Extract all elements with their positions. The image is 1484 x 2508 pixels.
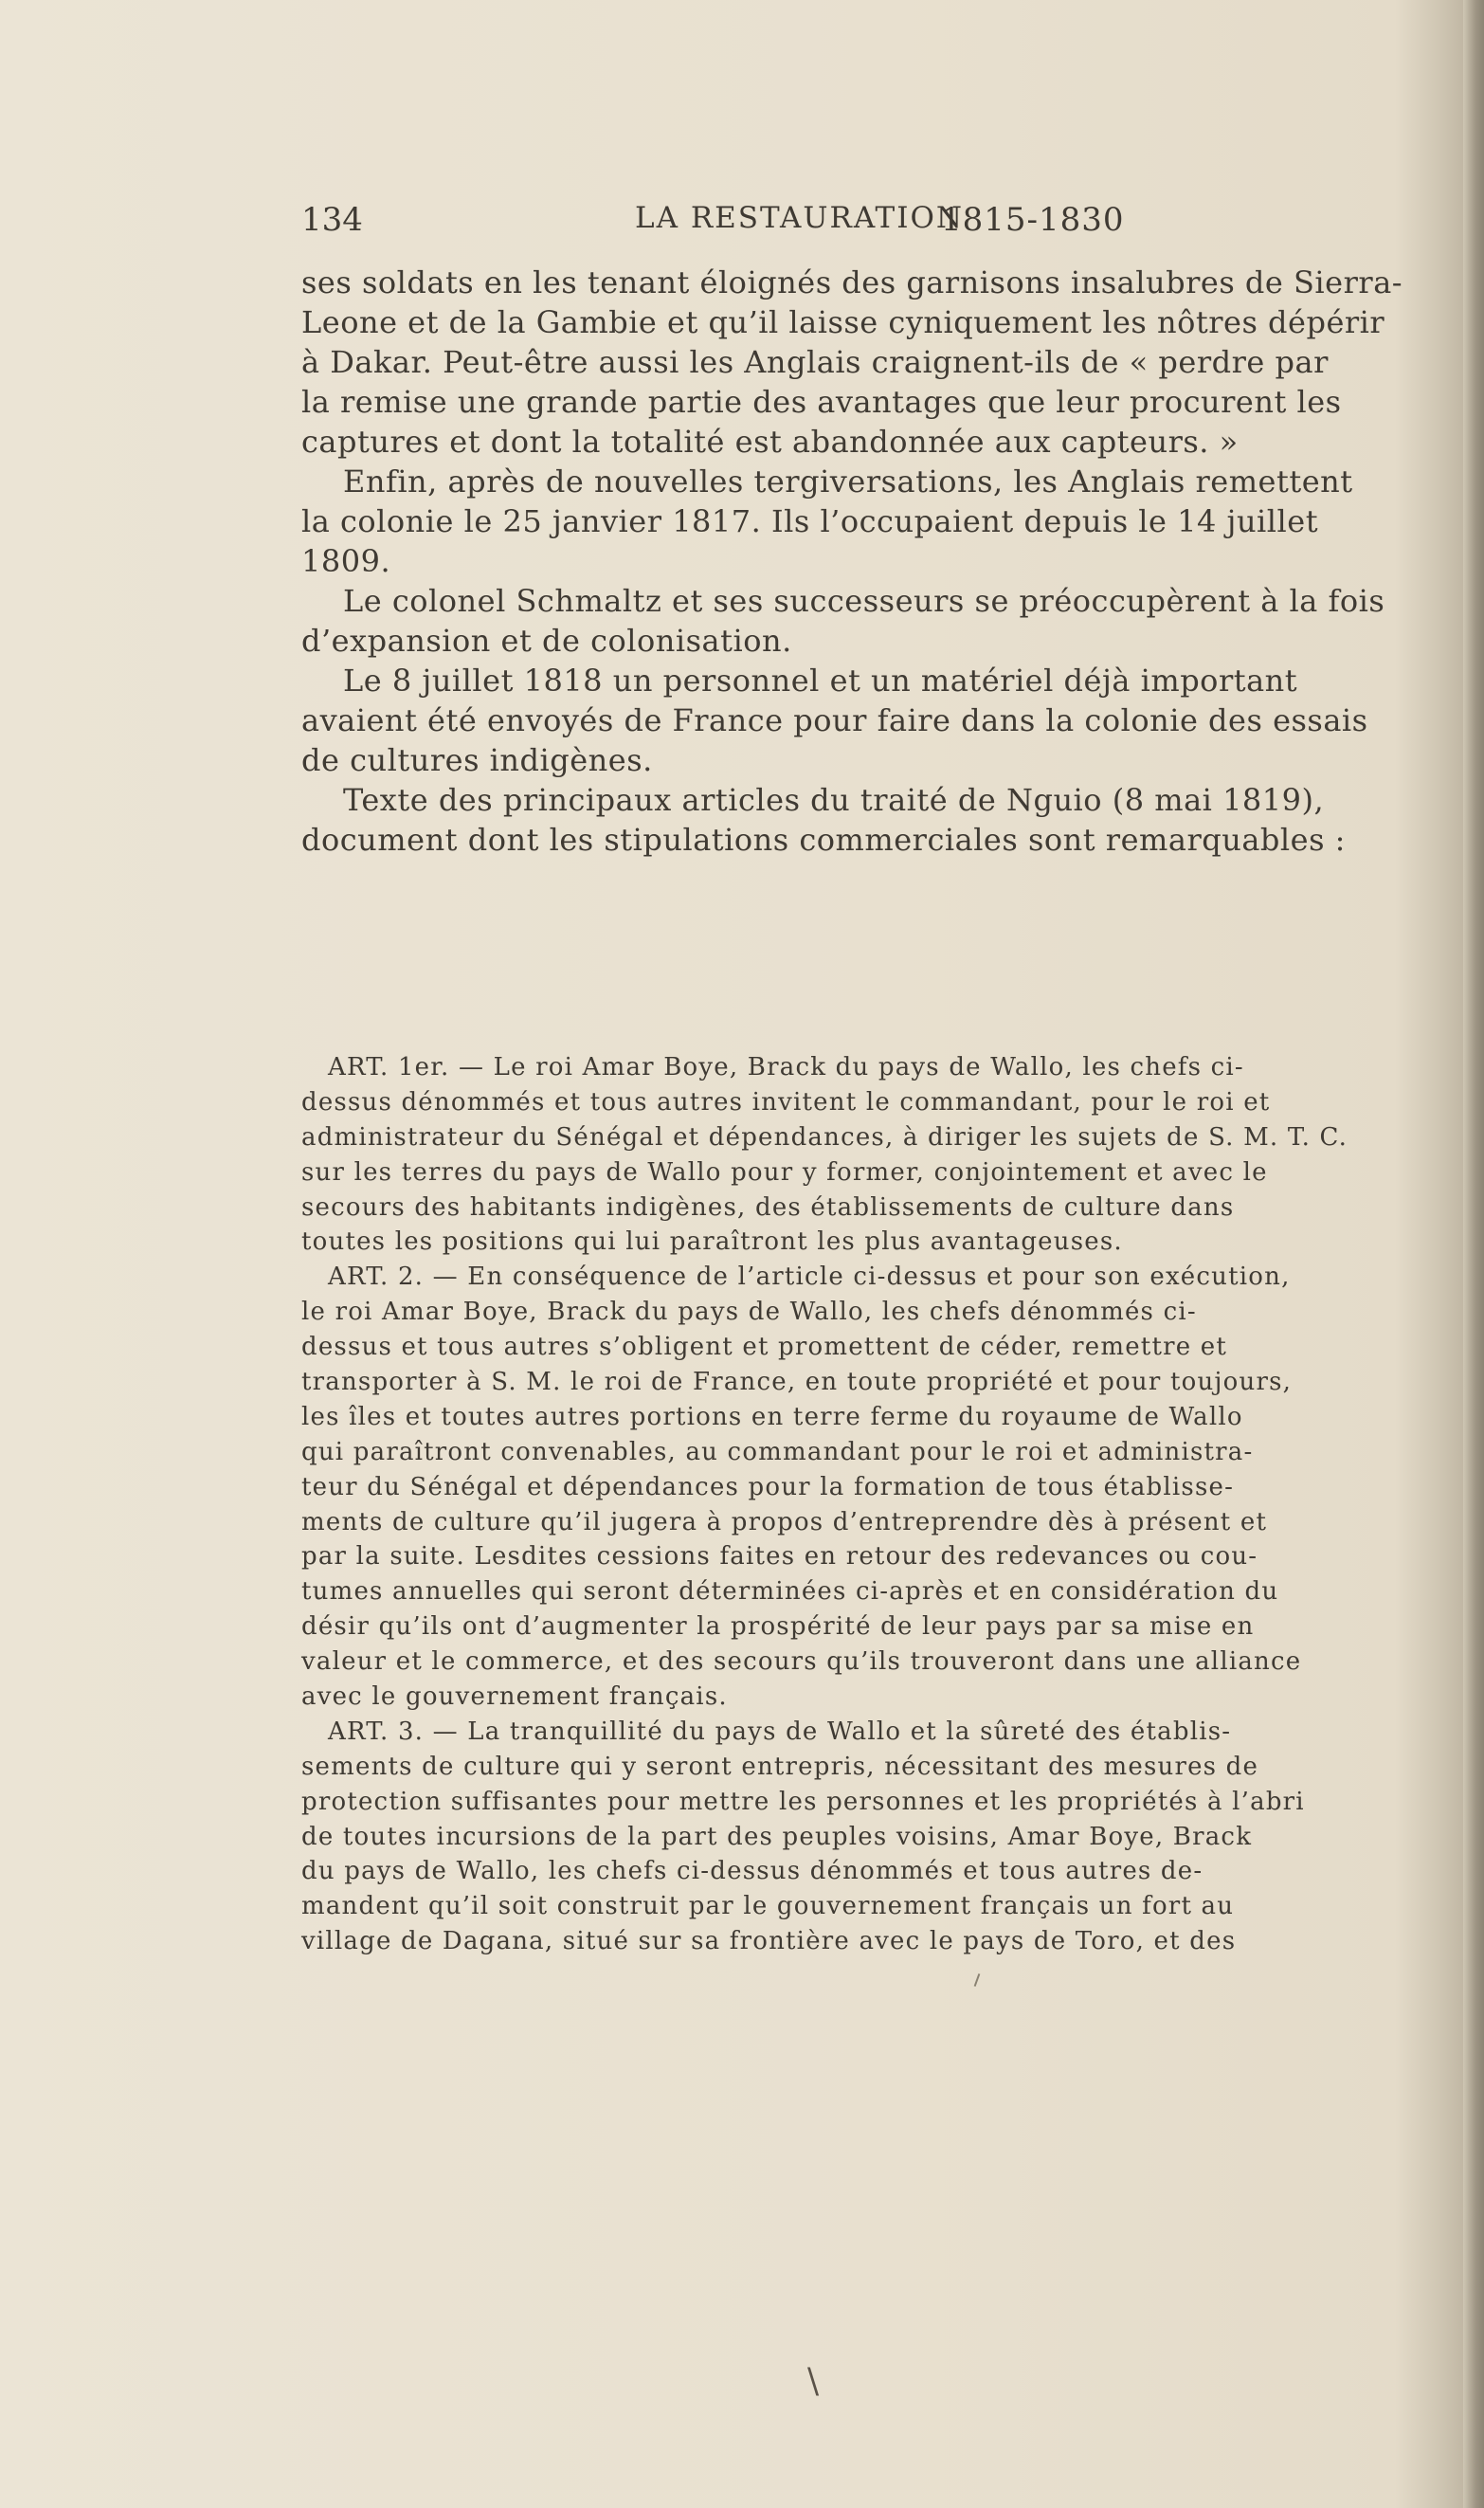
text-line: captures et dont la totalité est abandonnée aux capteurs. »	[301, 424, 1239, 460]
treaty-line: du pays de Wallo, les chefs ci-dessus dénommés et tous autres de-	[301, 1857, 1203, 1886]
stray-ink-mark: \	[807, 2362, 820, 2401]
text-line: avaient été envoyés de France pour faire dans la colonie des essais	[301, 702, 1368, 738]
treaty-line: ART. 2. — En conséquence de l’article ci-dessus et pour son exécution,	[328, 1263, 1291, 1292]
treaty-line: valeur et le commerce, et des secours qu’ils trouveront dans une alliance	[301, 1647, 1302, 1677]
treaty-line: le roi Amar Boye, Brack du pays de Wallo, les chefs dénommés ci-	[301, 1298, 1197, 1327]
treaty-line: par la suite. Lesdites cessions faites en retour des redevances ou cou-	[301, 1542, 1258, 1572]
text-line: d’expansion et de colonisation.	[301, 623, 792, 659]
treaty-line: sements de culture qui y seront entrepris, nécessitant des mesures de	[301, 1752, 1259, 1781]
page-number: 134	[301, 201, 363, 239]
treaty-line: les îles et toutes autres portions en terre ferme du royaume de Wallo	[301, 1402, 1243, 1431]
text-line: Le colonel Schmaltz et ses successeurs se préoccupèrent à la fois	[343, 583, 1385, 619]
treaty-line: sur les terres du pays de Wallo pour y former, conjointement et avec le	[301, 1157, 1268, 1187]
text-line: Le 8 juillet 1818 un personnel et un matériel déjà important	[343, 663, 1298, 699]
text-line: 1809.	[301, 543, 391, 579]
treaty-line: désir qu’ils ont d’augmenter la prospérité de leur pays par sa mise en	[301, 1612, 1255, 1642]
text-line: à Dakar. Peut-être aussi les Anglais craignent-ils de « perdre par	[301, 344, 1329, 380]
treaty-line: administrateur du Sénégal et dépendances, à diriger les sujets de S. M. T. C.	[301, 1122, 1348, 1152]
treaty-line: de toutes incursions de la part des peuples voisins, Amar Boye, Brack	[301, 1822, 1253, 1851]
text-line: Enfin, après de nouvelles tergiversations, les Anglais remettent	[343, 463, 1353, 500]
treaty-articles	[301, 1050, 1484, 1959]
treaty-line: tumes annuelles qui seront déterminées ci-après et en considération du	[301, 1577, 1279, 1607]
running-title: LA RESTAURATION	[635, 201, 965, 235]
treaty-line: qui paraîtront convenables, au commandant pour le roi et administra-	[301, 1437, 1254, 1466]
treaty-line: ART. 1er. — Le roi Amar Boye, Brack du pays de Wallo, les chefs ci-	[328, 1053, 1244, 1081]
treaty-line: avec le gouvernement français.	[301, 1682, 728, 1712]
treaty-line: ments de culture qu’il jugera à propos d’entreprendre dès à présent et	[301, 1507, 1268, 1536]
treaty-line: mandent qu’il soit construit par le gouvernement français un fort au	[301, 1892, 1235, 1921]
treaty-line: dessus et tous autres s’obligent et promettent de céder, remettre et	[301, 1333, 1228, 1362]
text-line: la colonie le 25 janvier 1817. Ils l’occupaient depuis le 14 juillet	[301, 503, 1319, 539]
treaty-line: secours des habitants indigènes, des établissements de culture dans	[301, 1192, 1235, 1222]
treaty-line: toutes les positions qui lui paraîtront les plus avantageuses.	[301, 1227, 1123, 1257]
main-text	[301, 263, 1484, 860]
treaty-line: village de Dagana, situé sur sa frontière avec le pays de Toro, et des	[301, 1927, 1237, 1956]
text-line: Leone et de la Gambie et qu’il laisse cyniquement les nôtres dépérir	[301, 304, 1385, 340]
treaty-line: dessus dénommés et tous autres invitent le commandant, pour le roi et	[301, 1087, 1271, 1117]
running-years: 1815-1830	[941, 201, 1125, 239]
treaty-line: protection suffisantes pour mettre les personnes et les propriétés à l’abri	[301, 1787, 1305, 1816]
text-line: de cultures indigènes.	[301, 742, 653, 778]
text-line: Texte des principaux articles du traité de Nguio (8 mai 1819),	[343, 782, 1325, 818]
text-line: ses soldats en les tenant éloignés des garnisons insalubres de Sierra-	[301, 264, 1403, 300]
treaty-line: transporter à S. M. le roi de France, en toute propriété et pour toujours,	[301, 1368, 1293, 1397]
text-line: document dont les stipulations commerciales sont remarquables :	[301, 822, 1346, 858]
treaty-line: ART. 3. — La tranquillité du pays de Wallo et la sûreté des établis-	[328, 1717, 1232, 1746]
page-header	[301, 201, 1476, 239]
text-line: la remise une grande partie des avantages que leur procurent les	[301, 384, 1342, 420]
treaty-line: teur du Sénégal et dépendances pour la formation de tous établisse-	[301, 1472, 1235, 1501]
